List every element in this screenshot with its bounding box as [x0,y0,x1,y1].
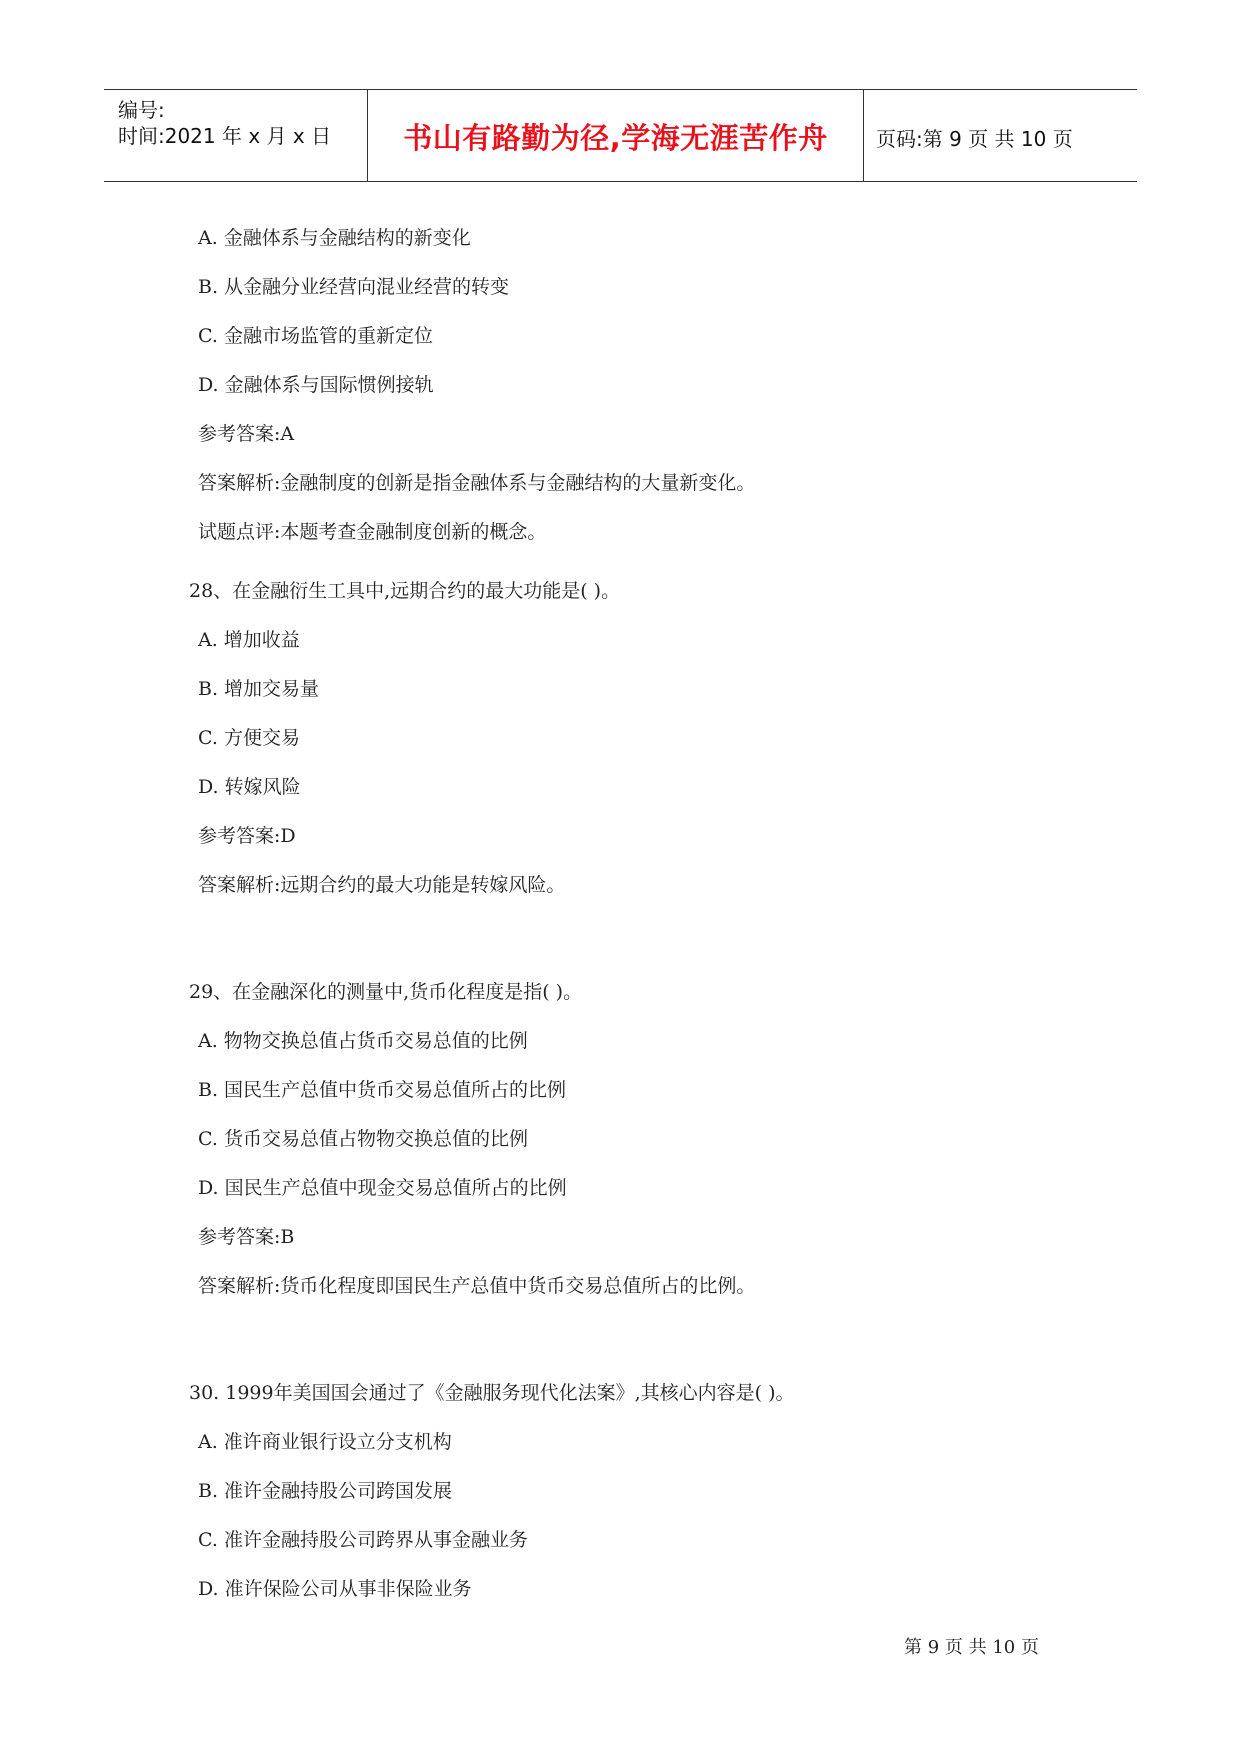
document-time-label: 时间:2021 年 x 月 x 日 [118,124,332,148]
option-a: A. 物物交换总值占货币交易总值的比例 [198,1030,528,1052]
page-footer: 第 9 页 共 10 页 [904,1637,1039,1658]
question-29: 29、在金融深化的测量中,货币化程度是指( )。 [189,981,583,1003]
answer-analysis: 答案解析:货币化程度即国民生产总值中货币交易总值所占的比例。 [198,1275,756,1297]
option-c: C. 货币交易总值占物物交换总值的比例 [198,1128,528,1150]
answer-analysis: 答案解析:远期合约的最大功能是转嫁风险。 [198,874,566,896]
reference-answer: 参考答案:D [198,825,296,847]
answer-analysis: 答案解析:金融制度的创新是指金融体系与金融结构的大量新变化。 [198,472,756,494]
option-b: B. 从金融分业经营向混业经营的转变 [198,276,510,298]
option-d: D. 准许保险公司从事非保险业务 [198,1578,472,1600]
question-30: 30. 1999年美国国会通过了《金融服务现代化法案》,其核心内容是( )。 [189,1382,795,1404]
option-b: B. 国民生产总值中货币交易总值所占的比例 [198,1079,567,1101]
option-d: D. 转嫁风险 [198,776,301,798]
option-c: C. 方便交易 [198,727,300,749]
header-page-info: 页码:第 9 页 共 10 页 [876,127,1073,151]
option-c: C. 准许金融持股公司跨界从事金融业务 [198,1529,528,1551]
option-d: D. 金融体系与国际惯例接轨 [198,374,434,396]
option-c: C. 金融市场监管的重新定位 [198,325,433,347]
question-comment: 试题点评:本题考查金融制度创新的概念。 [198,521,547,543]
header-motto: 书山有路勤为径,学海无涯苦作舟 [403,121,828,155]
option-d: D. 国民生产总值中现金交易总值所占的比例 [198,1177,567,1199]
question-28: 28、在金融衍生工具中,远期合约的最大功能是( )。 [189,580,621,602]
reference-answer: 参考答案:B [198,1226,295,1248]
option-b: B. 准许金融持股公司跨国发展 [198,1480,453,1502]
option-b: B. 增加交易量 [198,678,320,700]
option-a: A. 金融体系与金融结构的新变化 [198,227,471,249]
option-a: A. 增加收益 [198,629,300,651]
reference-answer: 参考答案:A [198,423,295,445]
option-a: A. 准许商业银行设立分支机构 [198,1431,452,1453]
document-number-label: 编号: [118,98,165,122]
